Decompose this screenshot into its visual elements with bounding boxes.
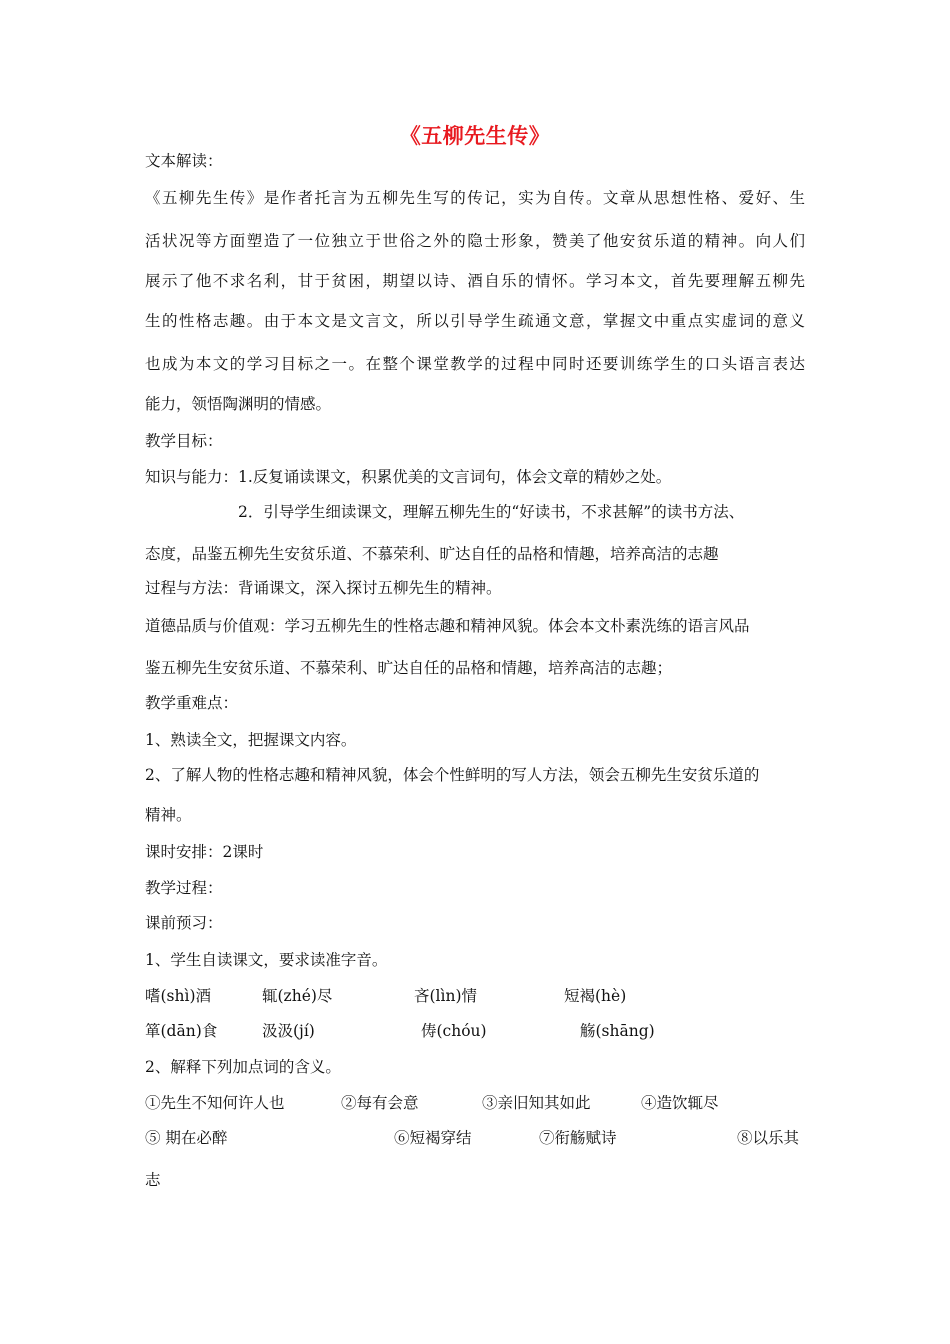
preview-item: 2、解释下列加点词的含义。 [145, 1058, 341, 1076]
key-point: 2、了解人物的性格志趣和精神风貌，体会个性鲜明的写人方法，领会五柳先生安贫乐道的 [145, 766, 760, 784]
knowledge-line: 知识与能力：1.反复诵读课文，积累优美的文言词句，体会文章的精妙之处。 [145, 468, 672, 486]
key-point: 1、熟读全文，把握课文内容。 [145, 731, 357, 749]
pinyin-word: 汲汲(jí) [262, 1022, 315, 1040]
intro-line: 活状况等方面塑造了一位独立于世俗之外的隐士形象，赞美了他安贫乐道的精神。向人们 [145, 232, 805, 250]
exercise-item: ⑧以乐其 [737, 1129, 800, 1147]
intro-line: 能力，领悟陶渊明的情感。 [145, 395, 332, 413]
pinyin-word: 觞(shāng) [580, 1022, 655, 1040]
process-method-line: 过程与方法：背诵课文，深入探讨五柳先生的精神。 [145, 579, 502, 597]
goals-heading: 教学目标： [145, 432, 223, 450]
pinyin-word: 嗜(shì)酒 [145, 987, 211, 1005]
intro-line: 也成为本文的学习目标之一。在整个课堂教学的过程中同时还要训练学生的口头语言表达 [145, 355, 805, 373]
exercise-item: ⑥短褐穿结 [394, 1129, 472, 1147]
text-heading: 文本解读： [145, 152, 223, 170]
intro-line: 《五柳先生传》是作者托言为五柳先生写的传记，实为自传。文章从思想性格、爱好、生 [145, 189, 805, 207]
exercise-item: ⑤ 期在必醉 [145, 1129, 228, 1147]
preview-heading: 课前预习： [145, 914, 223, 932]
exercise-item: ④造饮辄尽 [641, 1094, 719, 1112]
exercise-item: ⑦衔觞赋诗 [539, 1129, 617, 1147]
pinyin-word: 辄(zhé)尽 [262, 987, 333, 1005]
key-point: 精神。 [145, 806, 192, 824]
process-heading: 教学过程： [145, 879, 223, 897]
pinyin-word: 吝(lìn)情 [414, 987, 477, 1005]
document-title: 《五柳先生传》 [399, 124, 551, 148]
pinyin-word: 俦(chóu) [421, 1022, 487, 1040]
values-line: 鉴五柳先生安贫乐道、不慕荣利、旷达自任的品格和情趣，培养高洁的志趣； [145, 659, 673, 677]
key-heading: 教学重难点： [145, 694, 239, 712]
preview-item: 1、学生自读课文，要求读准字音。 [145, 951, 388, 969]
exercise-item: ①先生不知何许人也 [145, 1094, 285, 1112]
schedule-line: 课时安排：2课时 [145, 843, 264, 861]
values-line: 道德品质与价值观：学习五柳先生的性格志趣和精神风貌。体会本文朴素洗练的语言风品 [145, 617, 750, 635]
pinyin-word: 箪(dān)食 [145, 1022, 218, 1040]
knowledge-line: 态度，品鉴五柳先生安贫乐道、不慕荣利、旷达自任的品格和情趣，培养高洁的志趣 [145, 545, 719, 563]
knowledge-line: 2．引导学生细读课文，理解五柳先生的“好读书，不求甚解”的读书方法、 [238, 503, 745, 521]
intro-line: 生的性格志趣。由于本文是文言文，所以引导学生疏通文意，掌握文中重点实虚词的意义 [145, 312, 805, 330]
intro-line: 展示了他不求名利，甘于贫困，期望以诗、酒自乐的情怀。学习本文，首先要理解五柳先 [145, 272, 805, 290]
exercise-item: ③亲旧知其如此 [482, 1094, 591, 1112]
pinyin-word: 短褐(hè) [564, 987, 627, 1005]
exercise-item-tail: 志 [145, 1171, 161, 1189]
exercise-item: ②每有会意 [341, 1094, 419, 1112]
